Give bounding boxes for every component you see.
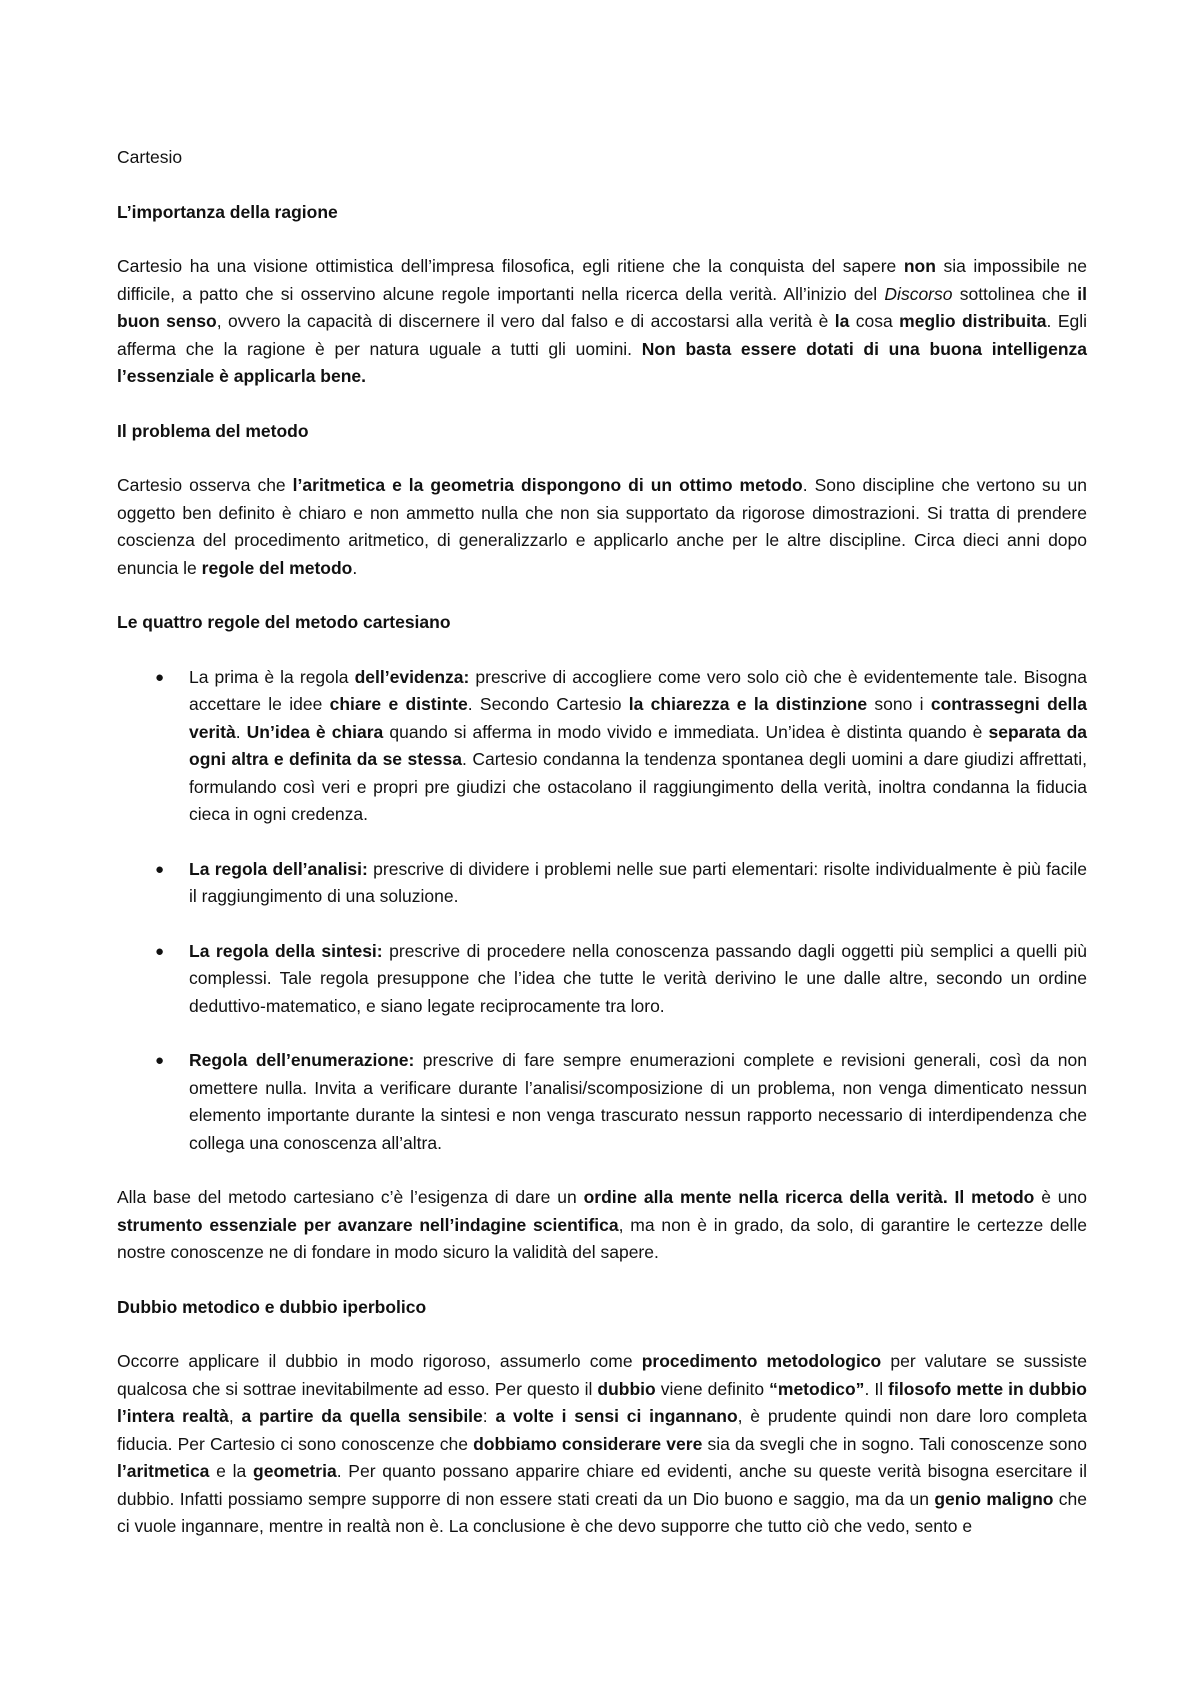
text-run: , (228, 1406, 242, 1426)
text-run: per valutare se sussiste qualcosa che si sottrae inevitabilmente ad esso. Per questo il (117, 1351, 1087, 1399)
text-run: cosa (849, 311, 900, 331)
text-run: . Il (864, 1378, 889, 1399)
bold-text: “metodico” (769, 1378, 865, 1399)
bold-text: La regola dell’analisi: (189, 858, 368, 879)
list-item (117, 938, 1087, 1021)
list-item-text (189, 859, 1087, 907)
bold-text: dobbiamo considerare vere (473, 1433, 703, 1454)
bullet-icon: ● (155, 668, 165, 686)
text-run: , ovvero la capacità di discernere il vero dal falso e di accostarsi alla verità è (216, 311, 835, 331)
bold-text: dubbio (597, 1378, 656, 1399)
text-run: , ma non è in grado, da solo, di garantire le certezze delle nostre conoscenze ne di fondare in modo sicuro la validità del sapere. (117, 1214, 1087, 1262)
text-run: che ci vuole ingannare, mentre in realtà non è. La conclusione è che devo supporre che tutto ciò che vedo, sento e (117, 1488, 1088, 1536)
text-run: quando si afferma in modo vivido e immediata. Un’idea è distinta quando è (383, 721, 989, 742)
text-run: . Secondo Cartesio (467, 694, 629, 714)
text-run: prescrive di dividere i problemi nelle sue parti elementari: risolte individualmente è più facile il raggiungimento di una soluzione. (189, 858, 1087, 906)
rules-heading: Le quattro regole del metodo cartesiano (117, 612, 451, 632)
bold-text: l’aritmetica e la geometria dispongono di un ottimo metodo (292, 475, 803, 495)
text-run: prescrive di fare sempre enumerazioni complete e revisioni generali, così da non omettere nulla. Invita a verificare durante l’analisi/scomposizione di un problema, non venga dimenticato nessun elemento importante durante la sintesi e non venga trascurato nessun rapporto necessario di interdipendenza che collega una conoscenza all’altra. (189, 1050, 1087, 1153)
bold-text: ordine alla mente nella ricerca della verità. Il metodo (583, 1187, 1035, 1207)
text-run: viene definito (655, 1378, 770, 1399)
text-run: Cartesio osserva che (117, 475, 293, 495)
rules-list (117, 664, 1087, 1158)
document-title: Cartesio (117, 147, 183, 167)
bold-text: contrassegni della verità (189, 694, 1087, 742)
bullet-icon: ● (155, 1052, 165, 1069)
bold-text: Un’idea è chiara (246, 721, 384, 742)
bold-text: l’aritmetica (117, 1461, 210, 1481)
bold-text: a volte i sensi ci ingannano (495, 1406, 738, 1426)
bold-text: Regola dell’enumerazione: (189, 1050, 415, 1070)
list-item-text (189, 1050, 1087, 1153)
bold-text: genio maligno (934, 1488, 1054, 1509)
summary-paragraph (117, 1184, 1087, 1267)
text-run: sono i (867, 694, 931, 714)
text-run: sottolinea che (952, 283, 1078, 304)
section-paragraph-metodo (117, 472, 1087, 582)
text-run: . Cartesio condanna la tendenza spontanea degli uomini a dare giudizi affrettati, formulando così veri e propri pre giudizi che ostacolano il raggiungimento della verità, inoltra condanna la fiducia cieca in ogni credenza. (189, 749, 1088, 824)
text-run: Occorre applicare il dubbio in modo rigoroso, assumerlo come (117, 1351, 642, 1371)
bold-text: geometria (253, 1461, 337, 1481)
bold-text: il buon senso (117, 283, 1088, 331)
bold-text: meglio distribuita (899, 311, 1047, 331)
text-run: sia da svegli che in sogno. Tali conoscenze sono (702, 1433, 1087, 1454)
bullet-icon: ● (155, 942, 165, 960)
text-run: Alla base del metodo cartesiano c’è l’esigenza di dare un (117, 1187, 584, 1207)
text-run: è uno (1034, 1187, 1088, 1207)
bold-text: strumento essenziale per avanzare nell’indagine scientifica (117, 1214, 619, 1235)
list-item (117, 1047, 1087, 1157)
text-run: . (235, 721, 247, 742)
document-body (117, 144, 1087, 1568)
list-item (117, 664, 1087, 829)
bold-text: non (903, 256, 936, 276)
text-run: prescrive di accogliere come vero solo ciò che è evidentemente tale. Bisogna accettare le idee (189, 666, 1087, 714)
text-run: . Egli afferma che la ragione è per natura uguale a tutti gli uomini. (117, 311, 1087, 359)
text-run: . Sono discipline che vertono su un oggetto ben definito è chiaro e non ammetto nulla che non sia supportato da rigorose dimostrazioni. Si tratta di prendere coscienza del procedimento aritmetico, di generalizzarlo e applicarlo anche per le altre discipline. Circa dieci anni dopo enuncia le (117, 475, 1088, 578)
list-item-text (189, 941, 1087, 1016)
bold-text: regole del metodo (201, 557, 353, 578)
doubt-heading: Dubbio metodico e dubbio iperbolico (117, 1296, 427, 1317)
bold-text: La regola della sintesi: (189, 940, 383, 961)
italic-text: Discorso (884, 283, 953, 304)
section-paragraph-ragione (117, 253, 1087, 391)
section-heading-ragione: L’importanza della ragione (117, 201, 338, 222)
bold-text: separata da ogni altra e definita da se stessa (189, 721, 1087, 769)
text-run: . Per quanto possano apparire chiare ed evidenti, anche su queste verità bisogna esercitare il dubbio. Infatti possiamo sempre supporre di non essere stati creati da un Dio buono e saggio, ma da un (117, 1461, 1088, 1509)
text-run: Cartesio ha una visione ottimistica dell’impresa filosofica, egli ritiene che la conquista del sapere (117, 256, 904, 276)
bullet-icon: ● (155, 860, 165, 878)
doubt-paragraph (117, 1348, 1087, 1541)
text-run: e la (209, 1461, 254, 1481)
text-run: prescrive di procedere nella conoscenza passando dagli oggetti più semplici a quelli più complessi. Tale regola presuppone che l’idea che tutte le verità derivino le une dalle altre, secondo un ordine deduttivo-matematico, e siano legate reciprocamente tra loro. (189, 940, 1087, 1016)
text-run: sia impossibile ne difficile, a patto che si osservino alcune regole importanti nella ricerca della verità. All’inizio del (117, 256, 1087, 304)
bold-text: Non basta essere dotati di una buona intelligenza l’essenziale è applicarla bene. (117, 338, 1087, 386)
bold-text: la chiarezza e la distinzione (628, 694, 868, 714)
bold-text: procedimento metodologico (641, 1351, 882, 1371)
text-run: : (482, 1406, 496, 1426)
bold-text: a partire da quella sensibile (241, 1406, 483, 1426)
list-item (117, 856, 1087, 911)
text-run: , è prudente quindi non dare loro completa fiducia. Per Cartesio ci sono conoscenze che (117, 1406, 1087, 1454)
text-run: La prima è la regola (189, 666, 355, 687)
bold-text: la (834, 311, 850, 331)
list-item-text (189, 667, 1087, 825)
text-run: . (352, 557, 358, 578)
section-heading-metodo: Il problema del metodo (117, 420, 309, 441)
bold-text: chiare e distinte (329, 694, 468, 714)
bold-text: filosofo mette in dubbio l’intera realtà (117, 1378, 1087, 1426)
bold-text: dell’evidenza: (354, 666, 470, 687)
